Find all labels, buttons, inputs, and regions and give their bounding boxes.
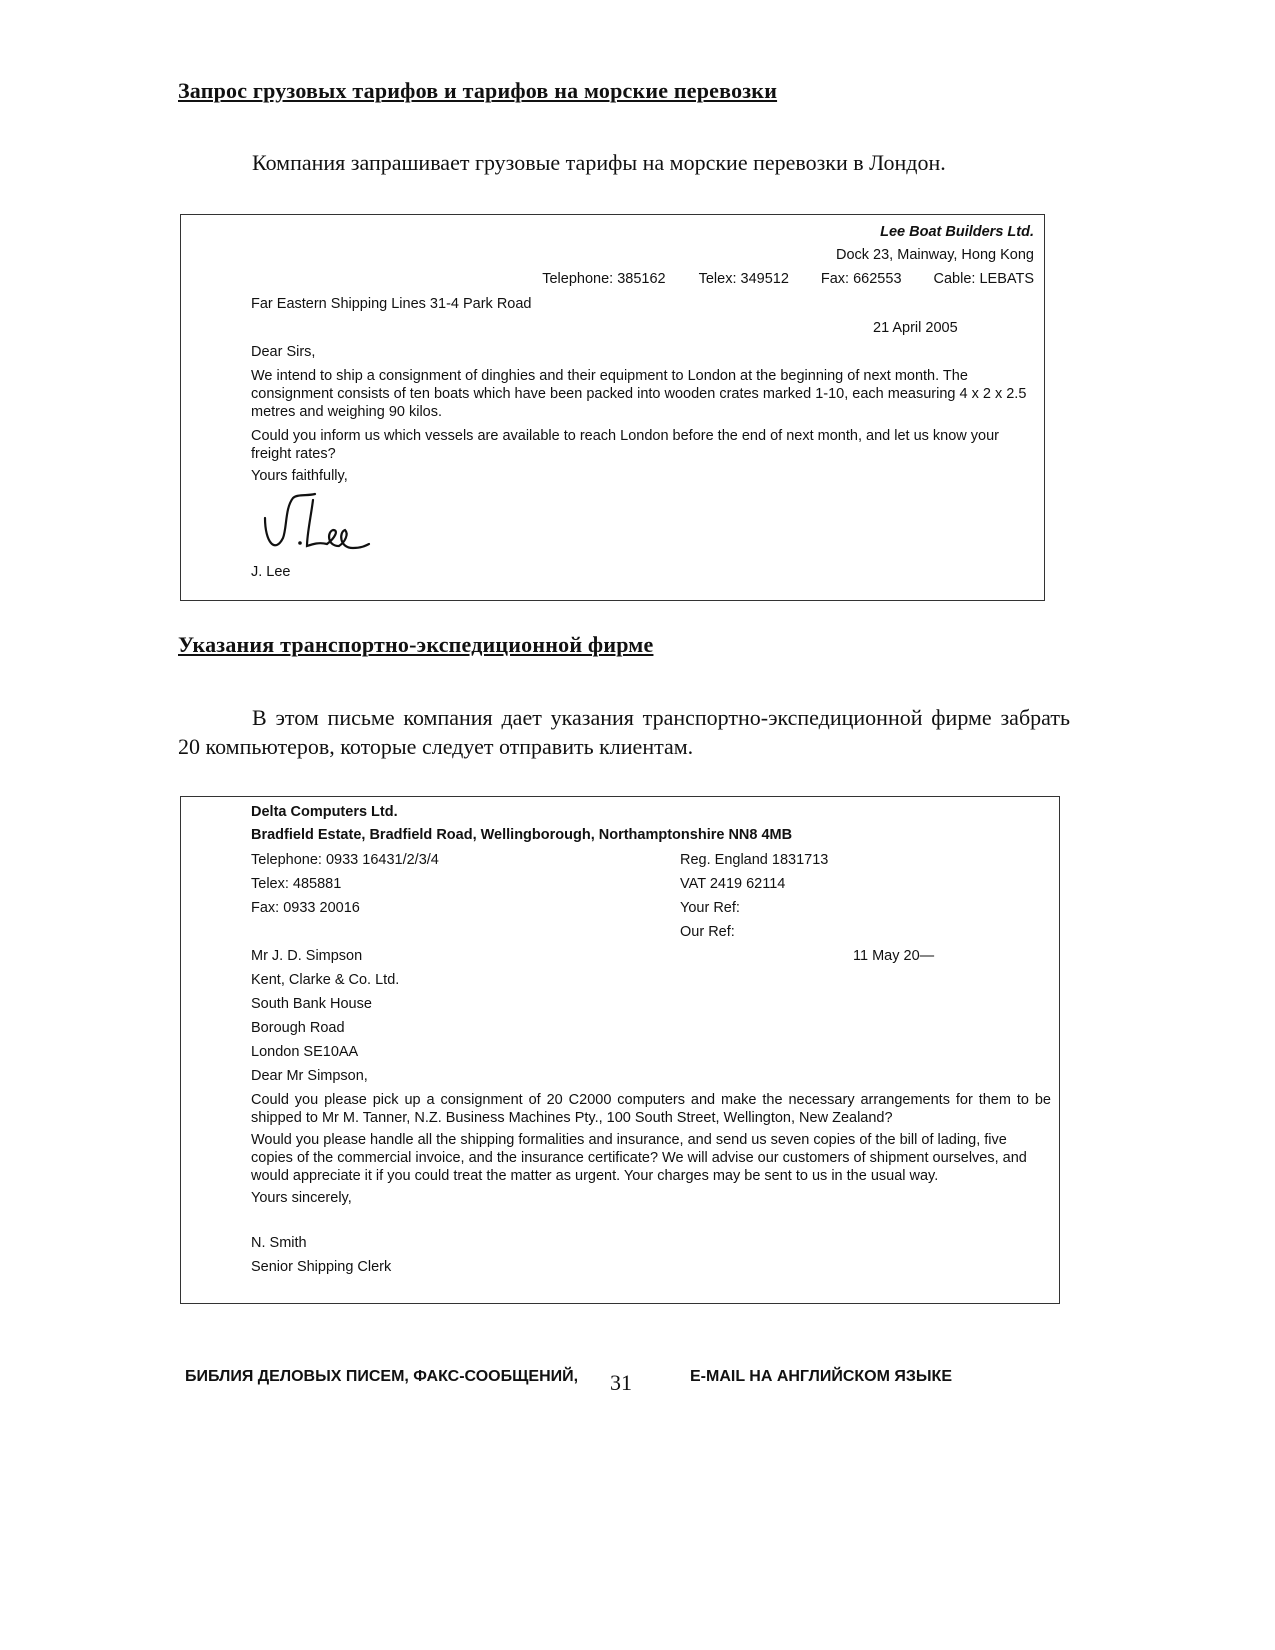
letter-signer-name: N. Smith [251,1235,307,1251]
letter-company: Delta Computers Ltd. [251,804,398,820]
letter-recipient-block [251,947,399,1061]
letter-address: Dock 23, Mainway, Hong Kong [835,247,1034,263]
recipient-line: Kent, Clarke & Co. Ltd. [251,972,400,988]
letter-box [180,214,1045,601]
letter-vat: VAT 2419 62114 [680,876,786,892]
letter-company: Lee Boat Builders Ltd. [880,224,1034,240]
letter-paragraph: Could you inform us which vessels are available to reach London before the end of next month, and let us know your freight rates? [251,428,999,462]
signature-image [257,490,377,558]
letter-date: 21 April 2005 [873,320,958,336]
letter-telex: Telex: 485881 [251,876,342,892]
letter-paragraph: We intend to ship a consignment of dinghies and their equipment to London at the beginning of next month. The consignment consists of ten boats which have been packed into wooden crates marked 1-10, each measuring 4 x 2 x 2.5 metres and weighing 90 kilos. [251,368,1027,420]
letter-paragraph: Would you please handle all the shipping formalities and insurance, and send us seven copies of the bill of lading, five copies of the commercial invoice, and the insurance certificate? We will advise our customers of shipment ourselves, and would appreciate it if you could treat the matter as urgent. Your charges may be sent to us in the usual way. [251,1132,1027,1184]
letter-your-ref: Your Ref: [680,900,740,916]
letter-telephone: Telephone: 0933 16431/2/3/4 [251,852,439,868]
letter-paragraph: Could you please pick up a consignment of 20 C2000 computers and make the necessary arrangements for them to be shipped to Mr M. Tanner, N.Z. Business Machines Pty., 100 South Street, Wellington, New Zealand? [251,1092,1051,1126]
recipient-line: South Bank House [251,996,372,1012]
letter-fax: Fax: 0933 20016 [251,900,360,916]
letter-salutation: Dear Mr Simpson, [251,1068,368,1084]
footer-left: БИБЛИЯ ДЕЛОВЫХ ПИСЕМ, ФАКС-СООБЩЕНИЙ, [185,1368,579,1385]
letter-fax: Fax: 662553 [820,271,902,287]
letter-box [180,796,1060,1304]
recipient-line: Borough Road [251,1020,345,1036]
letter-closing: Yours sincerely, [251,1190,352,1206]
letter-signer-name: J. Lee [251,564,291,580]
letter-reg: Reg. England 1831713 [680,852,829,868]
letter-signer-title: Senior Shipping Clerk [251,1259,392,1275]
letter-salutation: Dear Sirs, [251,344,316,360]
recipient-line: London SE10AA [251,1044,359,1060]
letter-our-ref: Our Ref: [680,924,735,940]
section-intro [178,148,1070,177]
section-heading: Указания транспортно-экспедиционной фирме [178,632,654,657]
recipient-line: Mr J. D. Simpson [251,948,363,964]
intro-text: Компания запрашивает грузовые тарифы на морские перевозки в Лондон. [252,150,946,175]
letter-cable: Cable: LEBATS [933,271,1034,287]
letter-telex: Telex: 349512 [698,271,789,287]
intro-text: В этом письме компания дает указания транспортно-экспедиционной фирме забрать 20 компьютеров, которые следует отправить клиентам. [178,705,1070,759]
letter-telephone: Telephone: 385162 [542,271,666,287]
section-intro [178,703,1070,761]
section-heading: Запрос грузовых тарифов и тарифов на морские перевозки [178,78,778,103]
footer-right: E-MAIL НА АНГЛИЙСКОМ ЯЗЫКЕ [690,1368,952,1385]
letter-recipient: Far Eastern Shipping Lines 31-4 Park Road [251,296,532,312]
page-number: 31 [610,1370,632,1395]
letter-date: 11 May 20— [853,948,935,964]
letter-closing: Yours faithfully, [251,468,348,484]
letter-address: Bradfield Estate, Bradfield Road, Wellingborough, Northamptonshire NN8 4MB [251,827,793,843]
